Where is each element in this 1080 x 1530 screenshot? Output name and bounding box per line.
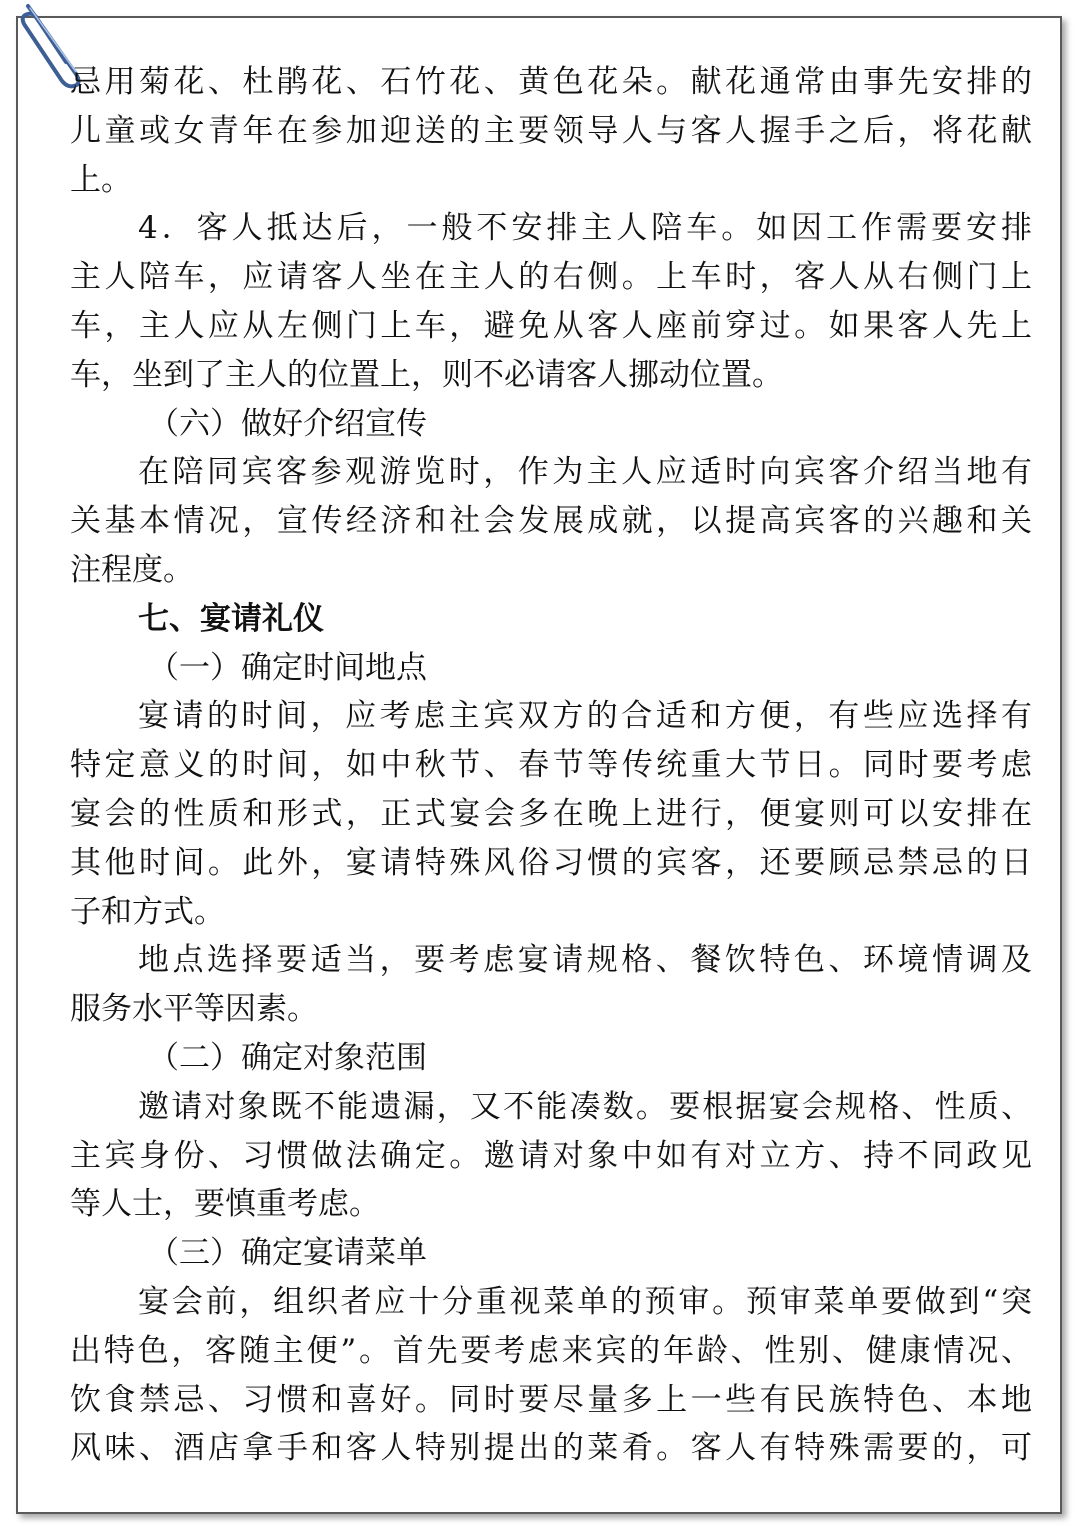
text-line: 饮食禁忌、习惯和喜好。同时要尽量多上一些有民族特色、本地: [70, 1381, 1032, 1418]
subsection-heading: （二）确定对象范围: [148, 1039, 427, 1076]
text-line: 邀请对象既不能遗漏，又不能凑数。要根据宴会规格、性质、: [138, 1088, 1032, 1125]
text-line: 车，主人应从左侧门上车，避免从客人座前穿过。如果客人先上: [70, 307, 1032, 344]
text-line: 儿童或女青年在参加迎送的主要领导人与客人握手之后，将花献: [70, 112, 1032, 149]
text-line: 出特色，客随主便”。首先要考虑来宾的年龄、性别、健康情况、: [70, 1332, 1032, 1369]
text-line: 服务水平等因素。: [70, 991, 318, 1028]
text-line: 主宾身份、习惯做法确定。邀请对象中如有对立方、持不同政见: [70, 1137, 1032, 1174]
text-line: 风味、酒店拿手和客人特别提出的菜肴。客人有特殊需要的，可: [70, 1430, 1032, 1467]
section-heading: 七、宴请礼仪: [138, 600, 324, 637]
subsection-heading: （六）做好介绍宣传: [148, 405, 427, 442]
subsection-heading: （三）确定宴请菜单: [148, 1235, 427, 1272]
text-line: 宴会前，组织者应十分重视菜单的预审。预审菜单要做到“突: [138, 1283, 1032, 1320]
subsection-heading: （一）确定时间地点: [148, 649, 427, 686]
text-line: 4．客人抵达后，一般不安排主人陪车。如因工作需要安排: [138, 210, 1032, 247]
document-body: [70, 58, 1032, 1473]
text-line: 忌用菊花、杜鹃花、石竹花、黄色花朵。献花通常由事先安排的: [70, 64, 1032, 100]
text-line: 车，坐到了主人的位置上，则不必请客人挪动位置。: [70, 356, 783, 393]
text-line: 注程度。: [70, 551, 194, 588]
text-line: 等人士，要慎重考虑。: [70, 1186, 380, 1223]
text-line: 特定意义的时间，如中秋节、春节等传统重大节日。同时要考虑: [70, 747, 1032, 784]
text-line: 宴请的时间，应考虑主宾双方的合适和方便，有些应选择有: [138, 698, 1032, 735]
text-line: 上。: [70, 161, 132, 198]
text-line: 其他时间。此外，宴请特殊风俗习惯的宾客，还要顾忌禁忌的日: [70, 844, 1032, 881]
text-line: 宴会的性质和形式，正式宴会多在晚上进行，便宴则可以安排在: [70, 795, 1032, 832]
text-line: 主人陪车，应请客人坐在主人的右侧。上车时，客人从右侧门上: [70, 259, 1032, 296]
text-line: 在陪同宾客参观游览时，作为主人应适时向宾客介绍当地有: [138, 454, 1032, 491]
text-line: 子和方式。: [70, 893, 225, 930]
text-line: 关基本情况，宣传经济和社会发展成就，以提高宾客的兴趣和关: [70, 503, 1032, 540]
text-line: 地点选择要适当，要考虑宴请规格、餐饮特色、环境情调及: [138, 942, 1032, 979]
